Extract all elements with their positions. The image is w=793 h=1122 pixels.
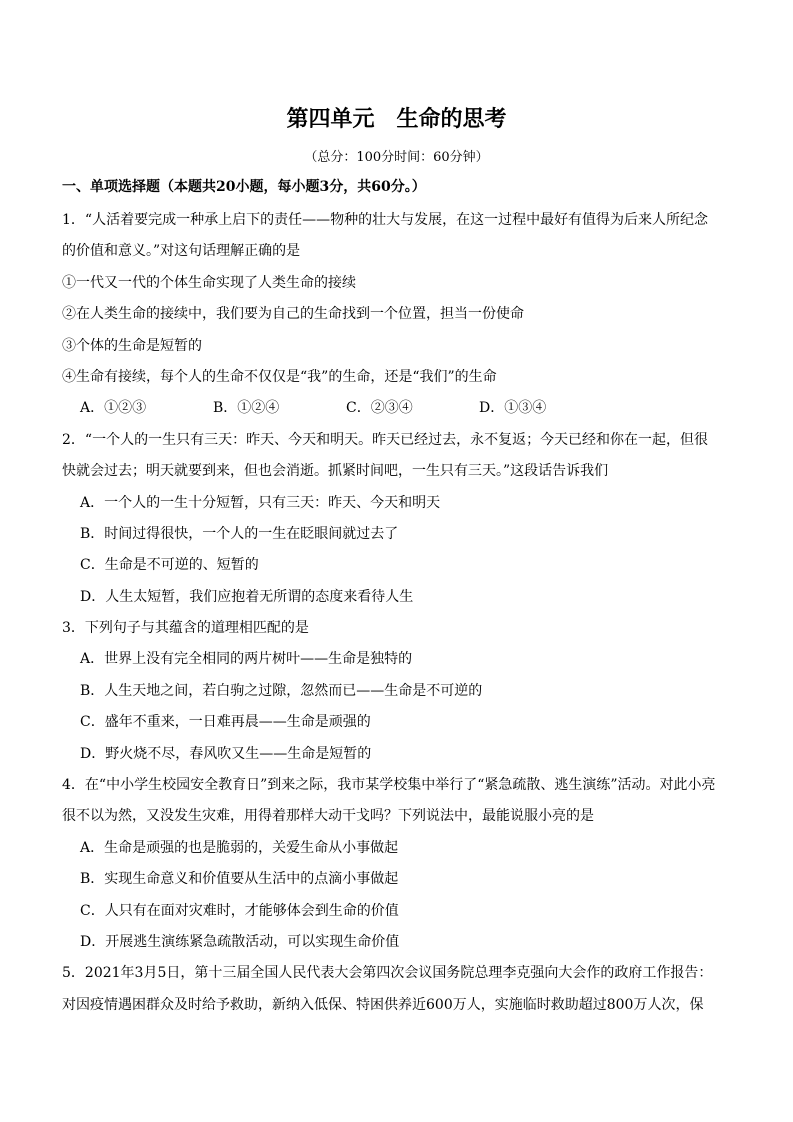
option-c: C．人只有在面对灾难时，才能够体会到生命的价值	[80, 902, 399, 919]
option-c: C．②③④	[346, 400, 413, 417]
statement-1: ①一代又一代的个体生命实现了人类生命的接续	[62, 274, 356, 291]
question-5	[62, 958, 742, 1021]
question-stem-line: 1．“人活着要完成一种承上启下的责任——物种的壮大与发展，在这一过程中最好有值得为后来人所纪念	[62, 212, 709, 228]
exam-info: （总分：100分时间：60分钟）	[304, 150, 489, 165]
option-a: A．生命是顽强的也是脆弱的，关爱生命从小事做起	[80, 839, 399, 856]
option-a: A．一个人的一生十分短暂，只有三天：昨天、今天和明天	[80, 494, 441, 511]
section-heading: 一、单项选择题（本题共20小题，每小题3分，共60分。）	[62, 179, 426, 195]
question-stem-line: 对因疫情遇困群众及时给予救助，新纳入低保、特困供养近600万人，实施临时救助超过800万人次，保	[62, 996, 704, 1013]
option-d: D．野火烧不尽，春风吹又生——生命是短暂的	[80, 745, 372, 762]
question-stem-line: 快就会过去；明天就要到来，但也会消逝。抓紧时间吧，一生只有三天。”这段话告诉我们	[62, 463, 609, 480]
option-d: D．人生太短暂，我们应抱着无所谓的态度来看待人生	[80, 588, 414, 605]
option-b: B．时间过得很快，一个人的一生在眨眼间就过去了	[80, 525, 399, 542]
question-2	[62, 425, 742, 613]
statement-2: ②在人类生命的接续中，我们要为自己的生命找到一个位置，担当一份使命	[62, 306, 524, 323]
question-1	[62, 205, 742, 425]
option-d: D．开展逃生演练紧急疏散活动，可以实现生命价值	[80, 933, 400, 950]
option-b: B．人生天地之间，若白驹之过隙，忽然而已——生命是不可逆的	[80, 682, 483, 699]
option-c: C．盛年不重来，一日难再晨——生命是顽强的	[80, 714, 371, 731]
option-c: C．生命是不可逆的、短暂的	[80, 557, 259, 574]
statement-3: ③个体的生命是短暂的	[62, 337, 202, 354]
question-stem-line: 的价值和意义。”对这句话理解正确的是	[62, 243, 301, 260]
question-stem-line: 很不以为然，又没发生灾难，用得着那样大动干戈吗？下列说法中，最能说服小亮的是	[62, 808, 594, 825]
question-4	[62, 770, 742, 958]
option-d: D．①③④	[479, 400, 547, 417]
option-b: B．①②④	[213, 400, 280, 417]
option-b: B．实现生命意义和价值要从生活中的点滴小事做起	[80, 871, 399, 888]
question-stem-line: 3．下列句子与其蕴含的道理相匹配的是	[62, 620, 309, 637]
question-stem-line: 5．2021年3月5日，第十三届全国人民代表大会第四次会议国务院总理李克强向大会作的政府工作报告：	[62, 965, 713, 982]
question-list	[62, 205, 742, 1021]
options-row	[62, 393, 742, 424]
option-a: A．世界上没有完全相同的两片树叶——生命是独特的	[80, 651, 413, 668]
option-a: A．①②③	[80, 400, 147, 417]
question-3	[62, 613, 742, 770]
question-stem-line: 4．在“中小学生校园安全教育日”到来之际，我市某学校集中举行了“紧急疏散、逃生演练”活动。对此小亮	[62, 777, 716, 794]
question-stem-line: 2．“一个人的一生只有三天：昨天、今天和明天。昨天已经过去，永不复返；今天已经和你在一起，但很	[62, 431, 709, 448]
statement-4: ④生命有接续，每个人的生命不仅仅是“我”的生命，还是“我们”的生命	[62, 368, 497, 385]
page-title: 第四单元 生命的思考	[286, 106, 507, 132]
